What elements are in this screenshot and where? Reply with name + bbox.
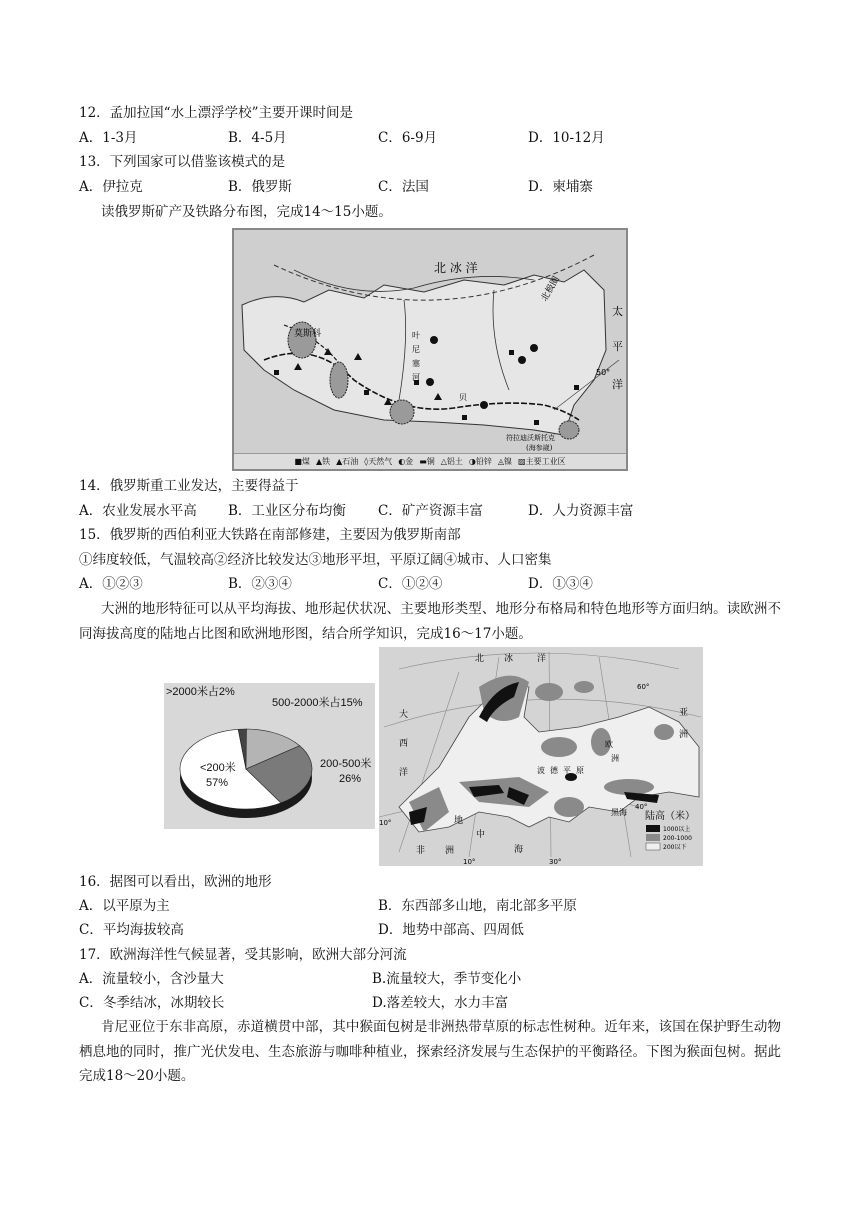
europe-label-med-2: 中 (476, 830, 486, 840)
europe-label-plain-2: 洲 (611, 754, 619, 763)
europe-label-atlantic-1: 大 (399, 710, 409, 720)
europe-label-asia-2: 洲 (679, 730, 689, 740)
q15-option-d: D．①③④ (528, 576, 593, 592)
intro-18-20: 肯尼亚位于东非高原，赤道横贯中部，其中猴面包树是非洲热带草原的标志性树种。近年来，该国在保护野生动物栖息地的同时，推广光伏发电、生态旅游与咖啡种植业，探索经济发展与生态保护的平衡路径。下图为猴面包树。据此完成18～20小题。 (79, 1019, 781, 1084)
q15-items: ①纬度较低，气温较高②经济比较发达③地形平坦，平原辽阔④城市、人口密集 (79, 552, 552, 568)
label-river-1: 叶 (412, 331, 420, 340)
label-river-4: 河 (412, 373, 420, 382)
industrial-zone-moscow (288, 322, 316, 358)
pie-label-200-500: 200-500米 (320, 758, 372, 770)
europe-label-atlantic-3: 洋 (399, 768, 409, 778)
legend-industrial: ▨主要工业区 (518, 457, 566, 466)
legend-coal: ■煤 (294, 457, 310, 466)
q16-stem: 16．据图可以看出，欧洲的地形 (79, 874, 272, 890)
europe-map-drawing (379, 647, 703, 866)
label-lat50: 50° (596, 368, 611, 377)
europe-label-north-3: 洋 (537, 654, 547, 664)
q13-option-a: A．伊拉克 (79, 179, 143, 195)
q12-option-b: B．4-5月 (228, 130, 287, 146)
pie-label-under200-value: 57% (206, 777, 229, 789)
pie-chart-svg (164, 683, 375, 829)
legend-lead-zinc: ◑铅锌 (468, 457, 492, 466)
q12-option-a: A．1-3月 (79, 130, 138, 146)
q17-option-d: D.落差较大，水力丰富 (372, 995, 509, 1011)
intro-14-15: 读俄罗斯矿产及铁路分布图，完成14～15小题。 (101, 204, 392, 220)
q14-option-d: D．人力资源丰富 (528, 503, 634, 519)
europe-label-med-1: 地 (454, 816, 464, 826)
pie-label-over2000: >2000米占2% (166, 686, 235, 698)
europe-label-lon10w: 10° (379, 819, 392, 827)
q17-option-c: C．冬季结冰，冰期较长 (79, 995, 225, 1011)
q12-stem: 12．孟加拉国“水上漂浮学校”主要开课时间是 (79, 105, 353, 121)
q15-option-b: B．②③④ (228, 576, 292, 592)
russia-map-legend (234, 453, 626, 469)
q13-stem: 13．下列国家可以借鉴该模式的是 (79, 154, 286, 170)
q16-option-c: C．平均海拔较高 (79, 922, 184, 938)
legend-gold: ◐金 (398, 457, 414, 466)
legend-gas: ◊天然气 (364, 457, 393, 466)
europe-label-med-3: 海 (514, 845, 524, 855)
europe-legend-2: 200-1000 (663, 835, 692, 842)
q12-option-d: D．10-12月 (528, 130, 605, 146)
q16-option-b: B．东西部多山地，南北部多平原 (378, 898, 577, 914)
q14-option-a: A．农业发展水平高 (79, 503, 197, 519)
label-lake: 贝 (459, 393, 467, 402)
q14-stem: 14．俄罗斯重工业发达，主要得益于 (79, 478, 299, 494)
europe-label-north-2: 冰 (504, 654, 514, 664)
europe-label-lat40: 40° (635, 803, 648, 811)
label-pacific-2: 平 (612, 340, 623, 353)
legend-bauxite: △铝土 (440, 457, 463, 466)
q13-option-b: B．俄罗斯 (228, 179, 292, 195)
label-arctic: 北 冰 洋 (434, 261, 478, 275)
pie-label-under200: <200米 (200, 762, 236, 774)
russia-map-drawing (234, 230, 626, 454)
q17-option-a: A．流量较小，含沙量大 (79, 971, 224, 987)
q13-option-d: D．柬埔寨 (528, 179, 593, 195)
q17-option-b: B.流量较大，季节变化小 (372, 971, 522, 987)
pie-chart (164, 683, 375, 829)
industrial-zone-far-east (559, 421, 579, 439)
q15-stem: 15．俄罗斯的西伯利亚大铁路在南部修建，主要因为俄罗斯南部 (79, 527, 461, 543)
label-river-3: 塞 (412, 359, 420, 368)
legend-copper: ▬铜 (419, 457, 435, 466)
industrial-zone-ural (330, 362, 348, 398)
label-port-sub: (海参崴) (526, 444, 553, 452)
label-pacific-1: 太 (612, 305, 623, 318)
legend-iron: ▲铁 (315, 457, 331, 466)
q12-option-c: C．6-9月 (378, 130, 438, 146)
europe-label-asia-1: 亚 (679, 708, 689, 718)
europe-legend-swatch-low (646, 843, 660, 850)
europe-label-black-sea: 黑海 (611, 808, 627, 817)
europe-legend-swatch-high (646, 825, 660, 832)
europe-legend-3: 200以下 (663, 844, 687, 851)
q13-option-c: C．法国 (378, 179, 429, 195)
europe-label-lon10e: 10° (463, 858, 476, 866)
label-pacific-3: 洋 (612, 378, 623, 391)
europe-label-plain-1: 欧 (605, 740, 613, 749)
label-port: 符拉迪沃斯托克 (506, 434, 555, 442)
europe-label-lat60: 60° (637, 683, 650, 691)
q15-option-a: A．①②③ (79, 576, 143, 592)
label-moscow: 莫斯科 (294, 329, 322, 339)
q16-option-d: D．地势中部高、四周低 (378, 922, 524, 938)
q15-option-c: C．①②④ (378, 576, 443, 592)
q14-option-c: C．矿产资源丰富 (378, 503, 483, 519)
q17-stem: 17．欧洲海洋性气候显著，受其影响，欧洲大部分河流 (79, 947, 407, 963)
europe-label-north-1: 北 (475, 654, 485, 664)
legend-nickel: ◬镍 (497, 457, 513, 466)
q14-option-b: B．工业区分布均衡 (228, 503, 346, 519)
intro-16-17: 大洲的地形特征可以从平均海拔、地形起伏状况、主要地形类型、地形分布格局和特色地形等方面归纳。读欧洲不同海拔高度的陆地占比图和欧洲地形图，结合所学知识，完成16～17小题。 (79, 601, 781, 642)
pie-label-500-2000: 500-2000米占15% (272, 697, 363, 709)
europe-label-plain-6: 原 (576, 766, 584, 775)
q16-option-a: A．以平原为主 (79, 898, 170, 914)
europe-label-plain-5: 平 (563, 766, 571, 775)
europe-label-atlantic-2: 西 (399, 739, 409, 749)
legend-oil: ▲石油 (336, 457, 359, 466)
label-arctic-circle: 北极圈 (539, 274, 562, 304)
europe-legend-title: 陆高（米） (645, 811, 695, 822)
europe-legend-1: 1000以上 (663, 826, 691, 833)
label-river-2: 尼 (412, 345, 420, 354)
industrial-zone-kuzbass (390, 400, 414, 424)
europe-legend-swatch-mid (646, 834, 660, 841)
europe-label-plain-3: 波 (537, 766, 545, 775)
pie-label-200-500-value: 26% (339, 773, 362, 785)
europe-label-africa-1: 非 (416, 846, 426, 856)
russia-map (232, 228, 628, 471)
europe-label-africa-2: 洲 (445, 846, 455, 856)
europe-label-plain-4: 德 (550, 766, 558, 775)
europe-label-lon30e: 30° (549, 858, 562, 866)
europe-map (379, 647, 703, 866)
